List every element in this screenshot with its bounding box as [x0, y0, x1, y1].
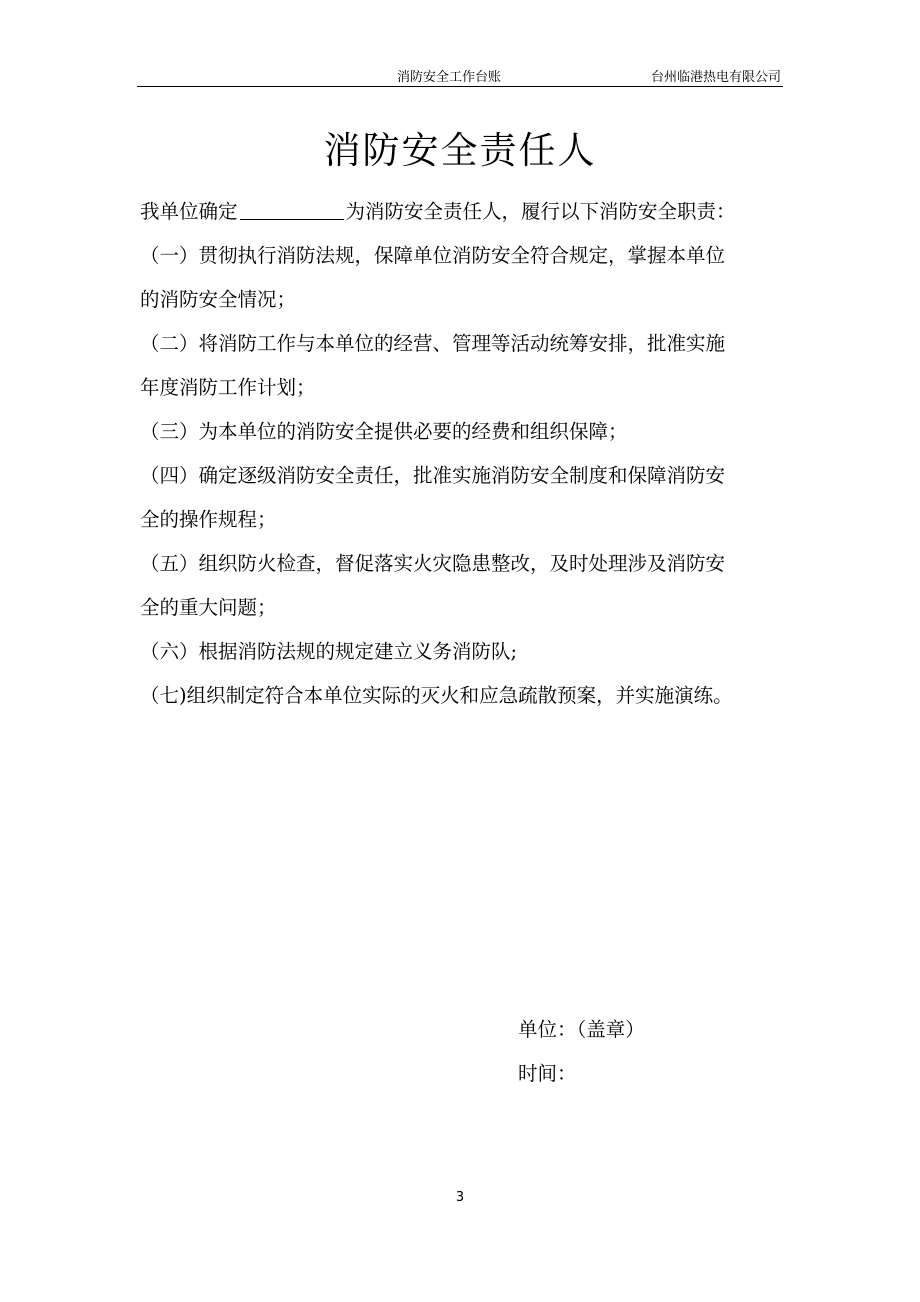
unit-seal-label: 单位：（盖章） — [518, 1018, 645, 1041]
intro-line — [140, 190, 790, 234]
header-company-name: 台州临港热电有限公司 — [650, 70, 781, 85]
duty-line: （一）贯彻执行消防法规，保障单位消防安全符合规定，掌握本单位 — [140, 244, 726, 267]
duty-line: 的消防安全情况； — [140, 288, 297, 311]
page-header — [137, 62, 783, 87]
intro-before: 我单位确定 — [140, 200, 238, 223]
intro-after: 为消防安全责任人，履行以下消防安全职责： — [345, 200, 736, 223]
duty-line: 全的操作规程； — [140, 508, 277, 531]
duty-line: （五）组织防火检查，督促落实火灾隐患整改，及时处理涉及消防安 — [140, 552, 726, 575]
duty-body — [140, 190, 790, 718]
document-title: 消防安全责任人 — [323, 129, 597, 172]
header-document-name: 消防安全工作台账 — [397, 70, 502, 85]
time-label: 时间： — [518, 1062, 577, 1085]
signature-block — [518, 1008, 645, 1096]
duty-line: 全的重大问题； — [140, 596, 277, 619]
name-blank — [240, 197, 344, 220]
duty-line: （二）将消防工作与本单位的经营、管理等活动统筹安排，批准实施 — [140, 332, 726, 355]
duty-line: （六）根据消防法规的规定建立义务消防队; — [140, 640, 518, 663]
duty-line: 年度消防工作计划； — [140, 376, 316, 399]
duty-line: （三）为本单位的消防安全提供必要的经费和组织保障； — [140, 420, 628, 443]
page-number: 3 — [455, 1190, 465, 1205]
duty-line: （七)组织制定符合本单位实际的灭火和应急疏散预案，并实施演练。 — [140, 684, 733, 707]
duty-line: （四）确定逐级消防安全责任，批准实施消防安全制度和保障消防安 — [140, 464, 726, 487]
